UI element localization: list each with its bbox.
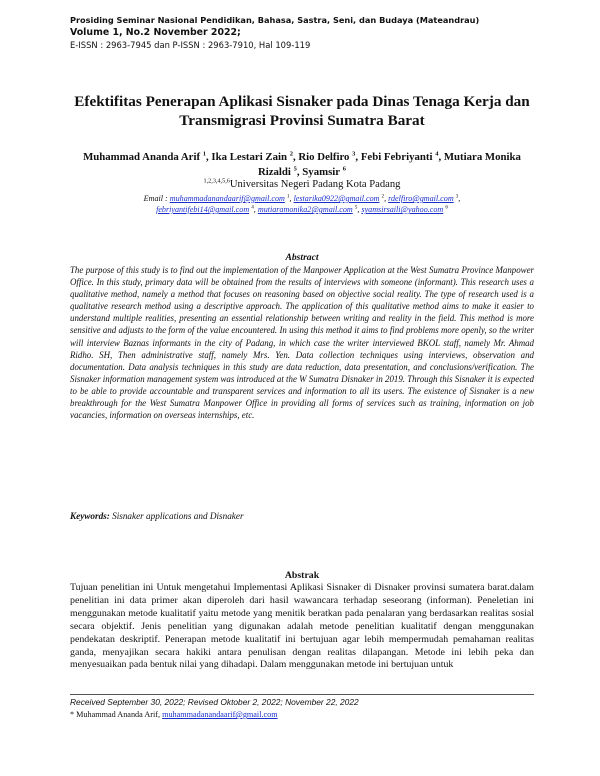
author-name: Febi Febriyanti xyxy=(360,151,433,163)
email-sup: 2 xyxy=(381,193,385,200)
email-link[interactable]: muhammadanandaarif@gmail.com xyxy=(169,194,285,203)
proceedings-name: Prosiding Seminar Nasional Pendidikan, Bahasa, Sastra, Seni, dan Budaya (Mateandrau) xyxy=(70,15,480,25)
author-name: Muhammad Ananda Arif xyxy=(83,151,201,163)
author-sup: 4 xyxy=(435,150,439,158)
corresponding-mark: * xyxy=(70,710,75,719)
author-sup: 3 xyxy=(352,150,356,158)
author-name: Rio Delfiro xyxy=(298,151,350,163)
abstract-english: The purpose of this study is to find out the implementation of the Manpower Application at the West Sumatra Province Manpower Office. In this study, primary data will be obtained from the results of interviews with someone (informant). This research uses a qualitative method, namely a method that focuses on reasoning based on objective social reality. The type of research used is a qualitative research method using a descriptive approach. The application of this qualitative method aims to make it easier to understand multiple realities, presenting an essential relationship between writing and reality in the field. This method is more sensitive and adjusts to the form of the value encountered. In using this method it aims to find problems more openly, so the writer will interview Baznas informants in the city of Padang, in which case the writer interviewed BKOL staff, namely Mr. Ahmad Ridho. SH, Then administrative staff, namely Mrs. Yen. Data collection techniques using interviews, observation and documentation. Data analysis techniques in this study are data reduction, data presentation, and conclusions/verification. The Sisnaker information management system was introduced at the W Sumatra Disnaker in 2019. Through this Sisnaker it is expected to be able to provide accountable and transparent services and information to all its users. The existence of Sisnaker is a new breakthrough for the West Sumatra Manpower Office in providing all forms of services such as training, information on job vacancies, information on overseas internships, etc. xyxy=(70,265,534,421)
author-name: Mutiara Monika Rizaldi xyxy=(257,151,521,178)
author-list: Muhammad Ananda Arif $^1$, Ika Lestari Zain $^2$, Rio Delfiro $^3$, Febi Febriyanti $^4$, Mutiara Monika Rizaldi $^5$, Syamsir $^6$ xyxy=(83,150,521,178)
affiliation-sup: 1,2,3,4,5,6 xyxy=(203,177,230,185)
corresponding-email-link[interactable]: muhammadanandaarif@gmail.com xyxy=(162,710,278,719)
email-link[interactable]: febriyantifebi14@gmail.com xyxy=(156,205,250,214)
keywords-text: Sisnaker applications and Disnaker xyxy=(112,511,244,521)
author-name: Ika Lestari Zain xyxy=(211,151,288,163)
keywords-label: Keywords: xyxy=(70,511,110,521)
email-link[interactable]: mutiaramonika2@gmail.com xyxy=(257,205,353,214)
footnote-divider xyxy=(70,694,534,695)
author-sup: 2 xyxy=(289,150,293,158)
issn-info: E-ISSN : 2963-7945 dan P-ISSN : 2963-7910, Hal 109-119 xyxy=(70,40,311,50)
email-sup: 5 xyxy=(354,204,358,211)
email-link[interactable]: lestarika0922@gmail.com xyxy=(293,194,380,203)
abstract-indonesian: Tujuan penelitian ini Untuk mengetahui Implementasi Aplikasi Sisnaker di Disnaker provinsi sumatera barat.dalam penelitian ini data primer akan diperoleh dari hasil wawancara terhadap seseorang (informan). Peneletian ini menggunakan metode kualitatif yaitu metode yang menitik beratkan pada penalaran yang berdasarkan realitas sosial secara objektif. Jenis penelitian yang digunakan adalah metode penelitian kualitatif dengan menggunakan pendekatan deskriptif. Penerapan metode kualitatif ini bertujuan agar lebih mempermudah pemahaman realitas ganda, menyajikan secara hakiki antara penulisan dengan realitas dilapangan. Metode ini lebih peka dan menyesuaikan pada bentuk nilai yang dihadapi. Dalam menggunakan metode ini bertujuan untuk xyxy=(70,582,534,671)
paper-title: Efektifitas Penerapan Aplikasi Sisnaker pada Dinas Tenaga Kerja dan Transmigrasi Provinsi Sumatra Barat xyxy=(74,93,530,129)
volume-info: Volume 1, No.2 November 2022; xyxy=(70,27,241,38)
affiliation-name: Universitas Negeri Padang Kota Padang xyxy=(229,179,401,190)
email-label: Email : xyxy=(143,194,168,203)
email-sup: 3 xyxy=(455,193,459,200)
journal-header xyxy=(70,14,540,51)
email-sup: 6 xyxy=(445,204,448,211)
author-sup: 5 xyxy=(293,165,297,173)
author-sup: 6 xyxy=(342,165,347,173)
author-sup: 1 xyxy=(202,150,207,158)
email-sup: 4 xyxy=(251,204,254,211)
corresponding-name: Muhammad Ananda Arif, xyxy=(76,710,161,719)
email-link[interactable]: syamsirsaili@yahoo.com xyxy=(361,205,444,214)
received-dates: Received September 30, 2022; Revised Oktober 2, 2022; November 22, 2022 xyxy=(70,697,359,707)
keywords xyxy=(70,510,534,522)
email-link[interactable]: rdelfiro@gmail.com xyxy=(388,194,454,203)
abstract-heading: Abstract xyxy=(285,252,319,263)
author-name: Syamsir xyxy=(302,166,341,178)
corresponding-author xyxy=(70,709,534,720)
abstrak-heading: Abstrak xyxy=(284,570,320,581)
affiliation xyxy=(70,178,534,191)
email-sup: 1 xyxy=(286,193,290,200)
email-list: Email : muhammadanandaarif@gmail.com $^1$, lestarika0922@gmail.com $^2$, rdelfiro@gmail.com $^3$, febriyantifebi14@gmail.com $^4$, mutiaramonika2@gmail.com $^5$, syamsirsaili@yahoo.com $^6$ xyxy=(143,193,461,214)
